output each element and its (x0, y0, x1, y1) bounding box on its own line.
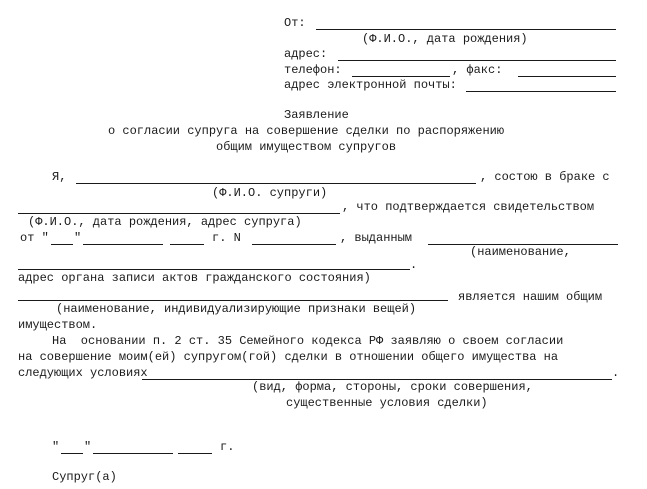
spouse-fio-hint: (Ф.И.О. супруги) (212, 186, 328, 200)
footer-year-label: г. (220, 440, 235, 454)
cert-day-line[interactable] (51, 244, 73, 245)
applicant-name-line[interactable] (76, 183, 476, 184)
document-title: Заявление (284, 108, 349, 122)
property-word: имуществом. (18, 318, 98, 332)
issued-text: , выданным (340, 231, 413, 245)
cert-month-line[interactable] (83, 244, 163, 245)
footer-month-line[interactable] (93, 453, 173, 454)
from-field-line[interactable] (316, 29, 616, 30)
certificate-text: , что подтверждается свидетельством (342, 200, 595, 214)
cert-year-line[interactable] (170, 244, 204, 245)
property-line[interactable] (18, 300, 448, 301)
spouse-details-line[interactable] (18, 213, 340, 214)
fax-label: , факс: (452, 63, 503, 77)
from-hint: (Ф.И.О., дата рождения) (362, 32, 528, 46)
email-field-line[interactable] (466, 91, 616, 92)
conditions-label: следующих условиях (18, 366, 148, 380)
issuer-period: . (410, 258, 418, 272)
conditions-hint-2: существенные условия сделки) (286, 396, 488, 410)
spouse-details-hint: (Ф.И.О., дата рождения, адрес супруга) (28, 215, 302, 229)
married-to-text: , состою в браке с (480, 170, 610, 184)
footer-day-line[interactable] (61, 453, 83, 454)
basis-line2: на совершение моим(ей) супругом(гой) сделки в отношении общего имущества на (18, 350, 559, 364)
date-prefix: от " (20, 231, 49, 245)
date-quote-close: " (74, 231, 82, 245)
address-field-line[interactable] (338, 60, 616, 61)
is-common-text: является нашим общим (458, 290, 603, 304)
issuer-address-line[interactable] (18, 269, 410, 270)
ya-label: Я, (52, 170, 67, 184)
issuer-name-hint: (наименование, (470, 245, 571, 259)
basis-line1: На основании п. 2 ст. 35 Семейного кодекса РФ заявляю о своем согласии (52, 334, 564, 348)
document-subtitle-line2: общим имуществом супругов (216, 140, 397, 154)
phone-label: телефон: (284, 63, 342, 77)
email-label: адрес электронной почты: (284, 78, 457, 92)
footer-quote-close: " (84, 440, 92, 454)
cert-number-line[interactable] (252, 244, 336, 245)
spouse-signature-label: Супруг(а) (52, 470, 117, 484)
address-label: адрес: (284, 47, 328, 61)
conditions-hint-1: (вид, форма, стороны, сроки совершения, (252, 380, 533, 394)
footer-year-line[interactable] (178, 453, 212, 454)
phone-field-line[interactable] (352, 76, 450, 77)
footer-quote-open: " (52, 440, 60, 454)
registry-hint: адрес органа записи актов гражданского состояния) (18, 271, 371, 285)
cert-number-label: г. N (212, 231, 241, 245)
fax-field-line[interactable] (518, 76, 616, 77)
conditions-period: . (612, 366, 620, 380)
document-subtitle-line1: о согласии супруга на совершение сделки по распоряжению (108, 124, 505, 138)
from-label: От: (284, 16, 306, 30)
property-hint: (наименование, индивидуализирующие признаки вещей) (56, 302, 417, 316)
